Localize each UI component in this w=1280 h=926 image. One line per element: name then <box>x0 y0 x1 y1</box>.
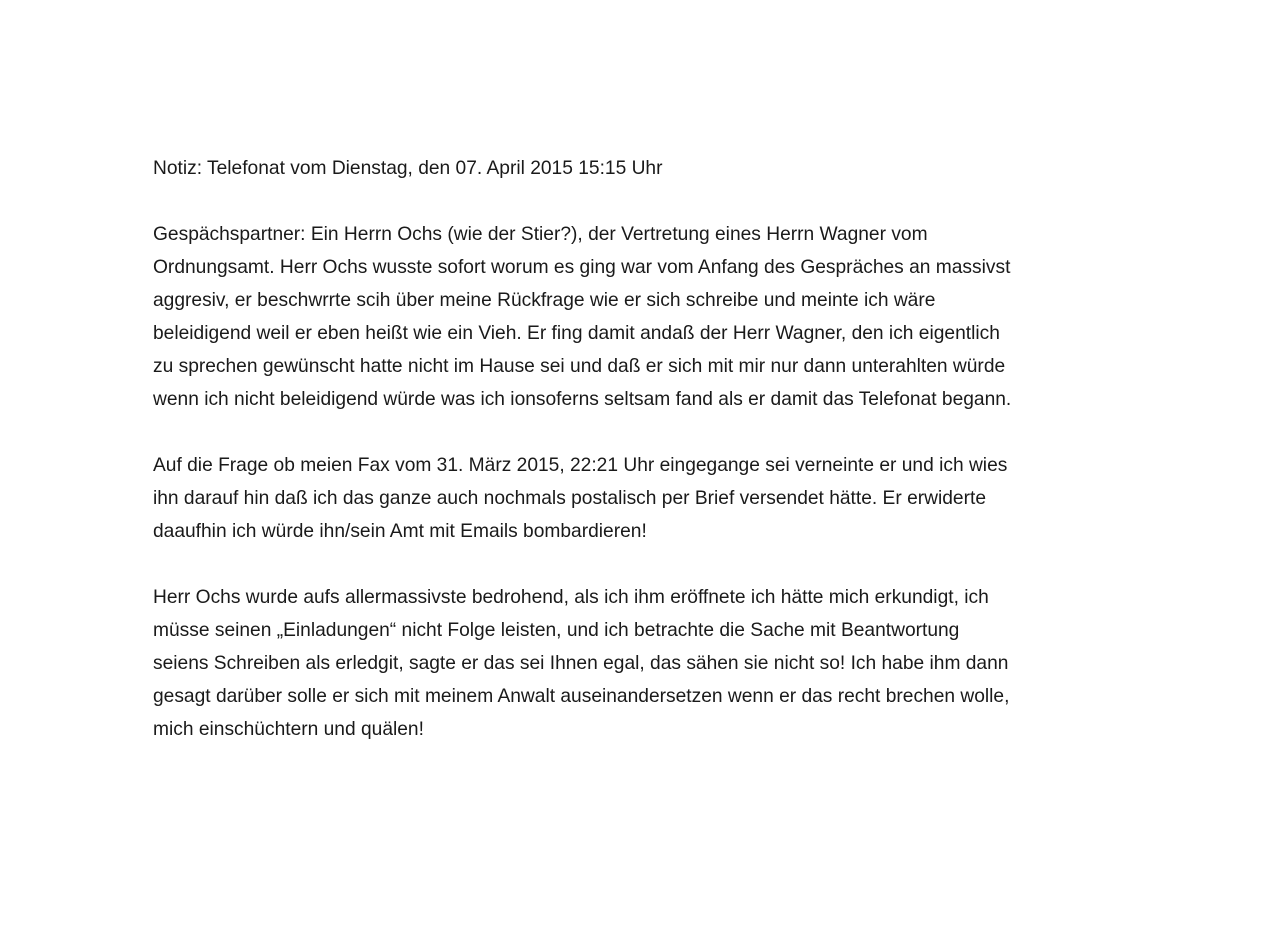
paragraph-threat <box>153 581 1143 746</box>
text-line: aggresiv, er beschwrrte scih über meine Rückfrage wie er sich schreibe und meinte ich wäre <box>153 290 936 311</box>
text-line: ihn darauf hin daß ich das ganze auch nochmals postalisch per Brief versendet hätte. Er erwiderte <box>153 488 986 509</box>
note-title: Notiz: Telefonat vom Dienstag, den 07. April 2015 15:15 Uhr <box>153 158 663 179</box>
paragraph-fax-question <box>153 449 1143 548</box>
text-line: seiens Schreiben als erledgit, sagte er das sei Ihnen egal, das sähen sie nicht so! Ich habe ihm dann <box>153 653 1009 674</box>
text-line: Herr Ochs wurde aufs allermassivste bedrohend, als ich ihm eröffnete ich hätte mich erkundigt, ich <box>153 587 989 608</box>
text-line: Ordnungsamt. Herr Ochs wusste sofort worum es ging war vom Anfang des Gespräches an massivst <box>153 257 1011 278</box>
spacer <box>153 548 1143 581</box>
text-line: Gespächspartner: Ein Herrn Ochs (wie der Stier?), der Vertretung eines Herrn Wagner vom <box>153 224 928 245</box>
text-line: müsse seinen „Einladungen“ nicht Folge leisten, und ich betrachte die Sache mit Beantwortung <box>153 620 960 641</box>
text-line: gesagt darüber solle er sich mit meinem Anwalt auseinandersetzen wenn er das recht brechen wolle, <box>153 686 1010 707</box>
spacer <box>153 185 1143 218</box>
text-line: mich einschüchtern und quälen! <box>153 719 424 740</box>
paragraph-conversation-partner <box>153 218 1143 416</box>
note-document <box>153 152 1143 746</box>
text-line: Auf die Frage ob meien Fax vom 31. März 2015, 22:21 Uhr eingegange sei verneinte er und ich wies <box>153 455 1008 476</box>
text-line: zu sprechen gewünscht hatte nicht im Hause sei und daß er sich mit mir nur dann unterahlten würde <box>153 356 1006 377</box>
text-line: daaufhin ich würde ihn/sein Amt mit Emails bombardieren! <box>153 521 647 542</box>
text-line: beleidigend weil er eben heißt wie ein Vieh. Er fing damit andaß der Herr Wagner, den ich eigentlich <box>153 323 1000 344</box>
spacer <box>153 416 1143 449</box>
text-line: wenn ich nicht beleidigend würde was ich ionsoferns seltsam fand als er damit das Telefonat begann. <box>153 389 1012 410</box>
